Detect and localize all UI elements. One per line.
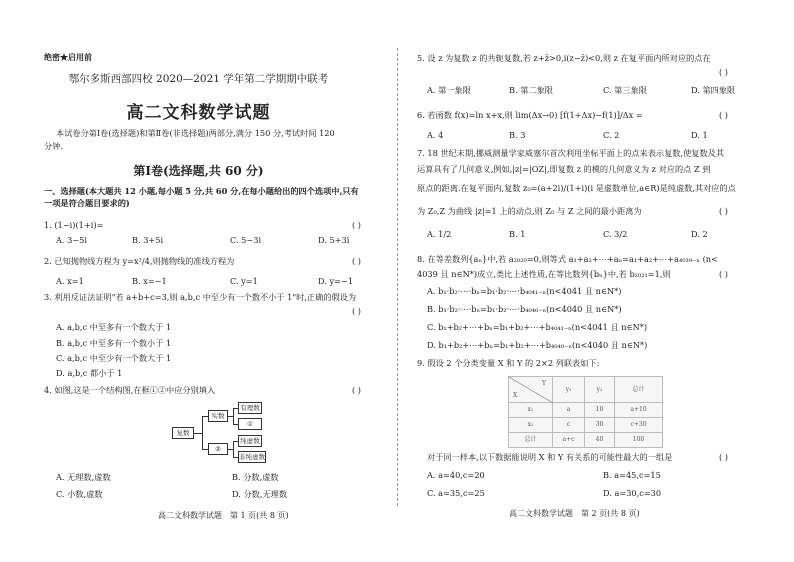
diagram-pure-imaginary-box: 纯虚数	[238, 435, 262, 447]
diagram-connector	[202, 416, 203, 449]
question-3-answer-blank: ( )	[352, 306, 361, 316]
question-7-line-4: 为 Z₀,Z 为曲线 |z|=1 上的动点,则 Z₀ 与 Z 之间的最小距离为	[417, 206, 642, 216]
intro-line-1: 本试卷分第Ⅰ卷(选择题)和第Ⅱ卷(非选择题)两部分,满分 150 分,考试时间 120	[56, 128, 335, 138]
intro-line-2: 分钟.	[44, 141, 63, 151]
question-9-stem: 9. 假设 2 个分类变量 X 和 Y 的 2×2 列联表如下:	[417, 358, 600, 368]
table-cell: 40	[585, 433, 615, 448]
right-page	[397, 0, 794, 562]
table-row	[509, 433, 663, 448]
table-corner-cell	[509, 377, 553, 403]
question-3-option-d: D. a,b,c 都小于 1	[56, 368, 123, 378]
question-4-option-a: A. 无理数,虚数	[56, 472, 111, 482]
question-6-option-b: B. 3	[509, 130, 526, 140]
question-2-option-b: B. x=−1	[132, 276, 167, 286]
diagram-real-box: 实数	[208, 410, 228, 422]
question-9-answer-blank: ( )	[719, 452, 728, 462]
question-7-option-d: D. 2	[691, 229, 708, 239]
question-1-answer-blank: ( )	[352, 220, 361, 230]
question-5-stem: 5. 设 z 为复数 z 的共轭复数,若 z+z̄>0,i(z−z̄)<0,则 z 在复平面内所对应的点在	[417, 53, 711, 63]
question-7-option-b: B. 1	[509, 229, 526, 239]
corner-y-label: Y	[542, 380, 546, 387]
diagram-rational-box: 有理数	[238, 402, 262, 414]
table-cell: a+c	[553, 433, 585, 448]
question-7-line-3: 原点的距离.在复平面内,复数 z₀=(a+2i)/(1+i)(i 是虚数单位,a∈R)是纯虚数,其对应的点	[417, 183, 736, 193]
question-3-option-a: A. a,b,c 中至多有一个数大于 1	[56, 322, 172, 332]
diagram-connector	[233, 441, 234, 457]
question-9-option-d: D. a=30,c=30	[603, 488, 662, 498]
question-8-option-c: C. b₁+b₂+⋯+bₙ=b₁+b₂+⋯+b₄₀₄₁₋ₙ(n<4041 且 n∈N*)	[427, 322, 648, 332]
exam-title: 高二文科数学试题	[126, 103, 271, 123]
diagram-blank-1: ①	[238, 418, 262, 430]
question-8-option-a: A. b₁·b₂·⋯·bₙ=b₁·b₂·⋯·b₄₀₄₁₋ₙ(n<4041 且 n∈N*)	[427, 286, 622, 296]
question-7-answer-blank: ( )	[719, 206, 728, 216]
question-6-option-c: C. 2	[603, 130, 620, 140]
question-3-stem: 3. 利用反证法证明"若 a+b+c=3,则 a,b,c 中至少有一个数不小于 1"时,正确的假设为	[44, 292, 357, 302]
question-8-line-2: 4039 且 n∈N*)成立,类比上述性质,在等比数列{bₙ}中,若 b₂₀₂₁=1,则	[417, 269, 671, 279]
question-4-answer-blank: ( )	[352, 385, 361, 395]
table-header-cell: y₂	[585, 377, 615, 403]
question-1-option-c: C. 5−3i	[230, 235, 262, 245]
table-cell: c	[553, 418, 585, 433]
question-7-line-1: 7. 18 世纪末期,挪威测量学家威塞尔首次利用坐标平面上的点来表示复数,使复数及其	[417, 148, 725, 158]
page-footer-1: 高二文科数学试题 第 1 页(共 8 页)	[158, 511, 289, 520]
question-8-option-b: B. b₁·b₂·⋯·bₙ=b₁·b₂·⋯·b₄₀₄₀₋ₙ(n<4040 且 n∈N*)	[427, 304, 622, 314]
table-header-row	[509, 377, 663, 403]
question-8-option-d: D. b₁+b₂+⋯+bₙ=b₁+b₂+⋯+b₄₀₄₀₋ₙ(n<4040 且 n∈N*)	[427, 340, 648, 350]
question-1-option-a: A. 3−5i	[56, 235, 88, 245]
page-footer-2: 高二文科数学试题 第 2 页(共 8 页)	[509, 509, 640, 518]
confidential-mark: 绝密★启用前	[44, 52, 92, 62]
question-6-stem: 6. 若函数 f(x)=ln x+x,则 lim(Δx→0) [f(1+Δx)−f(1)]/Δx =	[417, 110, 643, 120]
question-5-option-b: B. 第二象限	[509, 85, 553, 95]
question-4-option-d: D. 分数,无理数	[232, 489, 288, 499]
question-7-option-a: A. 1/2	[427, 229, 452, 239]
question-2-stem: 2. 已知抛物线方程为 y=x²/4,则抛物线的准线方程为	[44, 256, 235, 266]
question-7-option-c: C. 3/2	[603, 229, 628, 239]
question-2-option-a: A. x=1	[56, 276, 84, 286]
table-header-cell: 总计	[615, 377, 663, 403]
corner-diagonal	[509, 377, 553, 403]
section-heading-1: 一、选择题(本大题共 12 小题,每小题 5 分,共 60 分,在每小题给出的四个选项中,只有	[44, 186, 359, 196]
table-cell: 10	[585, 403, 615, 418]
question-1-stem: 1. (1−i)(1+i)=	[44, 220, 104, 230]
question-9-follow-up: 对于同一样本,以下数据能说明 X 和 Y 有关系的可能性最大的一组是	[427, 452, 673, 462]
question-3-option-b: B. a,b,c 中至多有一个数小于 1	[56, 338, 172, 348]
question-2-option-c: C. y=1	[230, 276, 258, 286]
question-4-option-b: B. 分数,虚数	[232, 472, 279, 482]
contingency-table	[508, 376, 663, 448]
question-7-line-2: 运算具有了几何意义,例如,|z|=|OZ|,即复数 z 的模的几何意义为 z 对应的点 Z 到	[417, 164, 711, 174]
table-row	[509, 403, 663, 418]
question-8-line-1: 8. 在等差数列{aₙ}中,若 a₂₀₂₀=0,则等式 a₁+a₂+⋯+aₙ=a₁+a₂+⋯+a₄₀₃₉₋ₙ (n<	[417, 254, 718, 264]
question-2-answer-blank: ( )	[352, 256, 361, 266]
question-9-option-c: C. a=35,c=25	[427, 488, 485, 498]
table-cell: a	[553, 403, 585, 418]
question-9-option-a: A. a=40,c=20	[427, 470, 485, 480]
table-cell: a+10	[615, 403, 663, 418]
question-1-option-b: B. 3+5i	[132, 235, 164, 245]
table-row	[509, 418, 663, 433]
question-9-option-b: B. a=45,c=15	[603, 470, 661, 480]
table-cell: 30	[585, 418, 615, 433]
question-6-option-a: A. 4	[427, 130, 444, 140]
diagram-blank-2: ②	[208, 443, 228, 455]
question-5-option-a: A. 第一象限	[427, 85, 471, 95]
corner-x-label: X	[513, 391, 518, 399]
question-8-answer-blank: ( )	[719, 269, 728, 279]
question-5-option-d: D. 第四象限	[691, 85, 736, 95]
table-header-cell: y₁	[553, 377, 585, 403]
part-title: 第Ⅰ卷(选择题,共 60 分)	[133, 164, 264, 178]
diagram-connector	[194, 433, 202, 434]
question-1-option-d: D. 5+3i	[318, 235, 350, 245]
table-cell: x₂	[509, 418, 553, 433]
table-cell: c+30	[615, 418, 663, 433]
question-3-option-c: C. a,b,c 中至少有一个数大于 1	[56, 353, 172, 363]
question-6-answer-blank: ( )	[719, 110, 728, 120]
question-6-option-d: D. 1	[691, 130, 708, 140]
table-cell: x₁	[509, 403, 553, 418]
diagram-root-box: 复数	[172, 427, 194, 439]
question-5-option-c: C. 第三象限	[603, 85, 647, 95]
question-4-stem: 4. 如图,这是一个结构图,在框①②中应分别填入	[44, 385, 216, 395]
section-heading-2: 一项是符合题目要求的)	[44, 198, 130, 208]
table-cell: 总计	[509, 433, 553, 448]
question-4-option-c: C. 小数,虚数	[56, 489, 103, 499]
exam-header: 鄂尔多斯西部四校 2020—2021 学年第二学期期中联考	[68, 73, 329, 85]
question-5-answer-blank: ( )	[719, 67, 728, 77]
question-2-option-d: D. y=−1	[318, 276, 354, 286]
table-cell: 100	[615, 433, 663, 448]
diagram-nonpure-imaginary-box: 非纯虚数	[239, 453, 265, 461]
diagram-connector	[233, 408, 234, 424]
